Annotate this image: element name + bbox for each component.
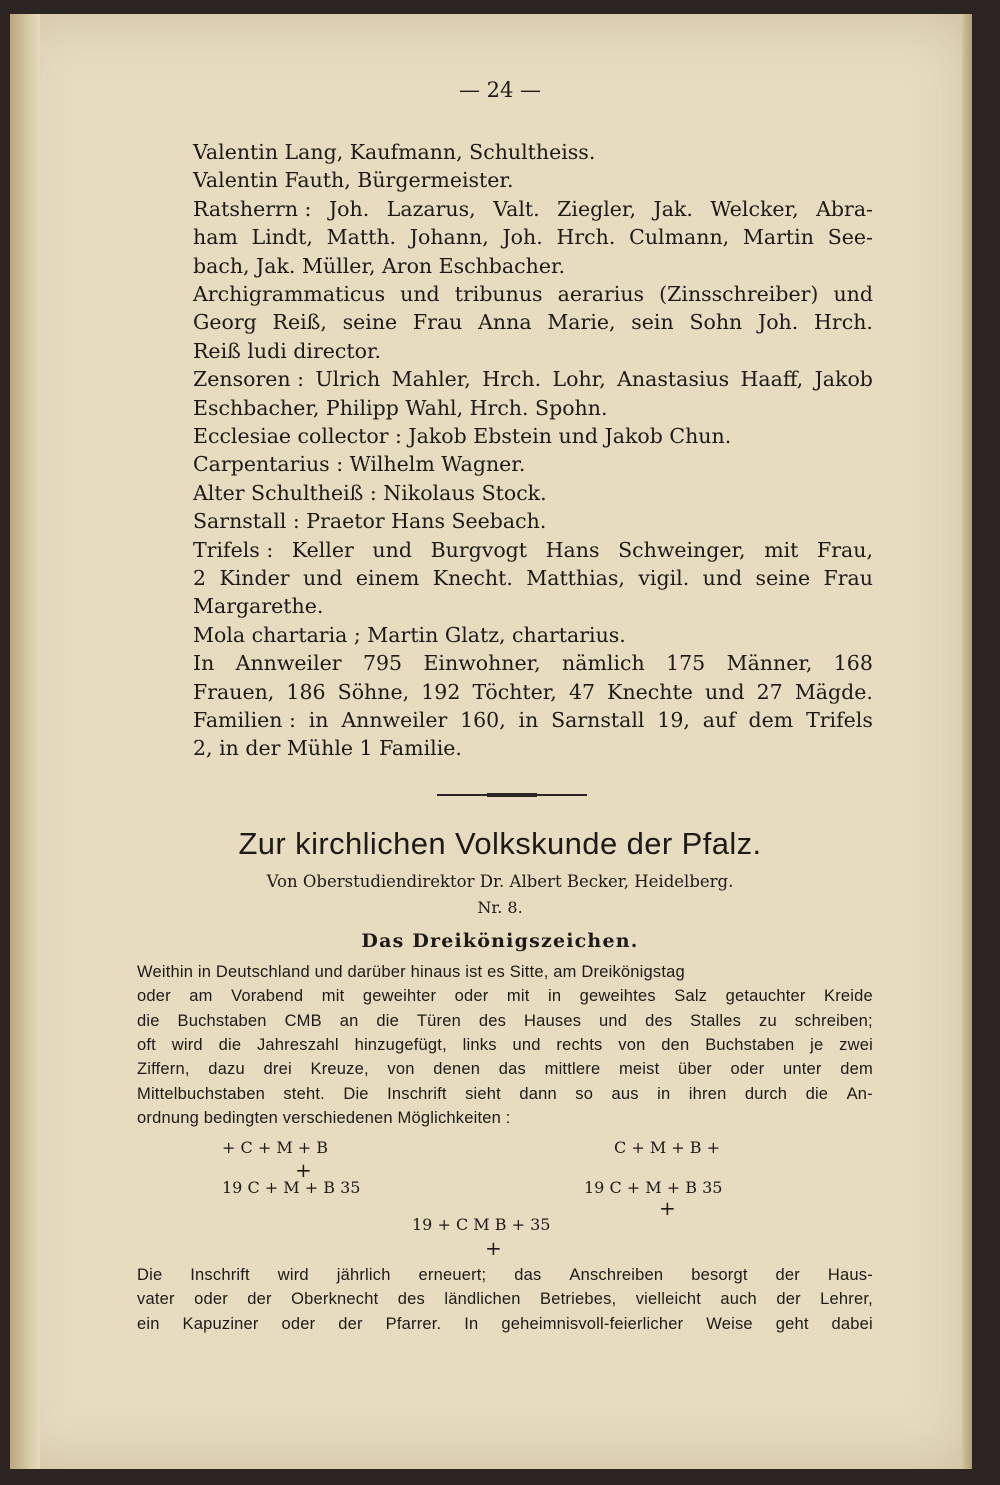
word: dann	[519, 1084, 557, 1103]
word: ordnung bedingten verschiedenen Möglichkeiten :	[137, 1108, 511, 1127]
word: und	[400, 282, 440, 306]
word: und	[833, 282, 873, 306]
word: der	[775, 1266, 800, 1284]
word: Annweiler	[235, 651, 342, 676]
word: Frau	[823, 566, 873, 590]
word: Burgvogt	[430, 537, 528, 562]
word: Anschreiben	[569, 1266, 664, 1284]
word: geht	[775, 1314, 809, 1333]
formula-4: 19 C + M + B 35	[584, 1178, 723, 1197]
word: (Zinsschreiber)	[659, 282, 819, 306]
word: ländlichen	[444, 1290, 521, 1309]
word: Joh.	[758, 310, 799, 335]
word: An-	[846, 1084, 873, 1103]
paragraph-line	[137, 1315, 873, 1334]
word: hinzugefügt,	[354, 1035, 447, 1054]
word: aus	[611, 1084, 639, 1103]
word: 2	[193, 566, 207, 590]
word: Reiß ludi director.	[193, 338, 382, 363]
word: sieht	[465, 1084, 501, 1103]
paragraph-line	[137, 1012, 873, 1031]
article-subheading: Das Dreikönigszeichen.	[361, 930, 639, 952]
word: CMB	[284, 1011, 322, 1030]
word: der	[247, 1290, 272, 1309]
formula-1: + C + M + B	[222, 1138, 329, 1157]
word: oder	[730, 1060, 765, 1079]
word: vater	[137, 1290, 175, 1309]
word: besorgt	[691, 1266, 748, 1284]
word: tribunus	[454, 282, 543, 306]
word: geweihter	[362, 987, 437, 1006]
word: oder	[281, 1314, 316, 1333]
word: oder	[194, 1290, 228, 1309]
word: die	[376, 1011, 400, 1030]
word: mittlere	[544, 1060, 601, 1079]
word: das	[498, 1060, 526, 1079]
word: 175	[666, 651, 706, 676]
word: Kreuze,	[310, 1060, 369, 1079]
word: Buchstaben	[705, 1035, 795, 1054]
text-line	[193, 736, 873, 760]
word: dem	[840, 1060, 873, 1079]
word: ham	[193, 225, 238, 250]
word: Haaff,	[740, 367, 804, 392]
word: Lindt,	[251, 225, 313, 250]
word: 192	[421, 679, 461, 704]
word: Stalles	[690, 1011, 742, 1030]
word: vigil.	[638, 566, 690, 590]
word: nämlich	[562, 651, 645, 676]
word: seine	[342, 310, 398, 335]
text-line	[193, 424, 873, 448]
word: Anna	[478, 310, 532, 335]
word: Mittelbuchstaben	[137, 1084, 265, 1103]
paragraph-line	[137, 963, 873, 982]
word: 2, in der Mühle 1 Familie.	[193, 736, 462, 761]
text-line	[193, 140, 873, 164]
word: des	[478, 1011, 507, 1030]
word: Inschrift	[190, 1266, 250, 1284]
word: Marie,	[547, 310, 616, 335]
paragraph-line	[137, 1290, 873, 1309]
word: geheimnisvoll-feierlicher	[501, 1314, 684, 1333]
word: Jakob	[814, 367, 873, 392]
word: schreiben;	[794, 1011, 873, 1030]
word: die	[805, 1084, 829, 1103]
text-line	[193, 396, 873, 420]
word: mit	[321, 987, 345, 1006]
word: Jahreszahl	[256, 1035, 339, 1054]
word: Frauen,	[193, 679, 275, 704]
word: Hrch.	[482, 367, 542, 392]
word: Ratsherrn :	[193, 196, 312, 221]
word: Eschbacher, Philipp Wahl, Hrch. Spohn.	[193, 395, 608, 420]
word: in	[308, 708, 329, 732]
word: Martin	[742, 225, 814, 250]
word: Valentin Lang, Kaufmann, Schultheiss.	[193, 140, 596, 164]
word: Margarethe.	[193, 594, 324, 619]
word: drei	[263, 1060, 292, 1079]
word: Ziegler,	[557, 196, 636, 221]
word: Haus-	[827, 1266, 873, 1284]
word: ein	[137, 1314, 160, 1333]
word: des	[397, 1290, 425, 1309]
word: wird	[171, 1035, 203, 1054]
word: Hrch.	[814, 310, 873, 335]
word: Frau	[412, 310, 463, 335]
word: dem	[748, 708, 794, 732]
word: 19,	[657, 708, 690, 732]
word: Hauses	[524, 1011, 582, 1030]
word: Türen	[416, 1011, 462, 1030]
word: Töchter,	[472, 679, 557, 704]
word: Ecclesiae collector : Jakob Ebstein und Jakob Chun.	[193, 424, 732, 448]
cross-mark-2: +	[659, 1196, 676, 1220]
word: Sarnstall	[551, 708, 645, 732]
word: bach, Jak. Müller, Aron Eschbacher.	[193, 253, 566, 278]
word: Kapuziner	[182, 1314, 259, 1333]
text-line	[193, 197, 873, 221]
word: Buchstaben	[177, 1011, 267, 1030]
text-line	[193, 310, 873, 334]
text-line	[193, 594, 873, 618]
word: der	[776, 1290, 801, 1309]
word: Salz	[674, 987, 708, 1006]
word: Ulrich	[315, 367, 381, 392]
word: mit	[764, 537, 799, 562]
text-line	[193, 509, 873, 533]
formula-5: 19 + C M B + 35	[412, 1215, 551, 1234]
page-number: — 24 —	[458, 78, 542, 102]
word: Anastasius	[617, 367, 730, 392]
word: Valentin Fauth, Bürgermeister.	[193, 168, 514, 193]
paragraph-line	[137, 1060, 873, 1079]
word: Welcker,	[710, 196, 799, 221]
word: Archigrammaticus	[193, 282, 386, 306]
word: Lehrer,	[820, 1290, 873, 1309]
word: erneuert;	[418, 1266, 487, 1284]
word: und	[702, 566, 743, 590]
text-line	[193, 680, 873, 704]
word: Frau,	[817, 537, 873, 562]
formula-2: C + M + B +	[614, 1138, 721, 1157]
word: des	[645, 1011, 673, 1030]
text-line	[193, 452, 873, 476]
word: zu	[759, 1011, 777, 1030]
word: die	[137, 1011, 160, 1030]
text-line	[193, 481, 873, 505]
word: links	[462, 1035, 497, 1054]
word: Jak.	[653, 196, 693, 221]
word: 160,	[460, 708, 506, 732]
word: Matthias,	[526, 566, 625, 590]
word: Inschrift	[387, 1084, 447, 1103]
cross-mark-1: +	[295, 1158, 312, 1182]
word: das	[514, 1266, 542, 1284]
word: Knecht.	[432, 566, 513, 590]
text-line	[193, 651, 873, 675]
word: sein	[631, 310, 674, 335]
word: Familien :	[193, 708, 296, 732]
word: Trifels	[806, 708, 873, 732]
page-binding-shadow	[10, 14, 40, 1469]
word: Schweinger,	[618, 537, 746, 562]
paragraph-line	[137, 1266, 873, 1285]
word: Kinder	[219, 566, 290, 590]
word: vielleicht	[635, 1290, 701, 1309]
word: 168	[833, 651, 873, 676]
article-byline: Von Oberstudiendirektor Dr. Albert Becker, Heidelberg.	[266, 872, 734, 891]
section-divider	[437, 794, 587, 796]
word: von	[387, 1060, 415, 1079]
word: 47	[568, 679, 596, 704]
word: und	[599, 1011, 628, 1030]
word: Lohr,	[552, 367, 606, 392]
word: und	[704, 679, 745, 704]
word: oder	[137, 987, 171, 1006]
word: Männer,	[726, 651, 813, 676]
text-line	[193, 566, 873, 590]
word: oft	[137, 1035, 156, 1054]
article-title: Zur kirchlichen Volkskunde der Pfalz.	[238, 826, 762, 861]
word: Annweiler	[341, 708, 448, 732]
word: In	[464, 1314, 479, 1333]
word: Matth.	[326, 225, 397, 250]
word: Zensoren :	[193, 367, 304, 392]
formula-3: 19 C + M + B 35	[222, 1178, 361, 1197]
word: Einwohner,	[423, 651, 541, 676]
word: die	[218, 1035, 242, 1054]
word: den	[661, 1035, 690, 1054]
word: in	[518, 708, 539, 732]
text-line	[193, 168, 873, 192]
word: Culmann,	[629, 225, 730, 250]
text-line	[193, 367, 873, 391]
word: am	[189, 987, 213, 1006]
text-line	[193, 225, 873, 249]
word: Reiß,	[272, 310, 327, 335]
word: oder	[454, 987, 489, 1006]
text-line	[193, 708, 873, 732]
word: in	[657, 1084, 671, 1103]
word: Vorabend	[231, 987, 304, 1006]
word: getauchter	[725, 987, 806, 1006]
word: Johann,	[409, 225, 489, 250]
word: Die	[137, 1266, 163, 1284]
word: Carpentarius : Wilhelm Wagner.	[193, 452, 526, 477]
word: wird	[277, 1266, 309, 1284]
word: jährlich	[336, 1266, 391, 1284]
cross-mark-3: +	[485, 1236, 502, 1260]
word: so	[575, 1084, 594, 1103]
word: der	[338, 1314, 363, 1333]
word: Hrch.	[556, 225, 616, 250]
word: Trifels :	[193, 537, 274, 562]
word: Ziffern,	[137, 1060, 190, 1079]
word: über	[678, 1060, 712, 1079]
word: Weithin in Deutschland und darüber hinaus ist es Sitte, am Dreikönigstag	[137, 963, 685, 981]
word: 27	[756, 679, 783, 704]
word: denen	[433, 1060, 481, 1079]
word: Joh.	[328, 196, 370, 221]
word: aerarius	[557, 282, 645, 306]
word: Alter Schultheiß : Nikolaus Stock.	[193, 480, 547, 505]
word: Hans	[545, 537, 600, 562]
text-line	[193, 339, 873, 363]
word: 186	[286, 679, 326, 704]
word: Abra-	[816, 196, 873, 221]
word: je	[810, 1035, 824, 1054]
page-edge	[962, 14, 972, 1469]
word: Die	[343, 1084, 369, 1103]
text-line	[193, 623, 873, 647]
word: auch	[720, 1290, 757, 1309]
word: steht.	[283, 1084, 325, 1103]
word: Kreide	[824, 987, 873, 1006]
word: Söhne,	[337, 679, 410, 704]
word: einem	[355, 566, 420, 590]
word: Pfarrer.	[385, 1314, 442, 1333]
word: Keller	[291, 537, 354, 562]
word: Weise	[706, 1314, 753, 1333]
word: von	[618, 1035, 646, 1054]
word: und	[512, 1035, 541, 1054]
word: an	[339, 1011, 359, 1030]
word: Sarnstall : Praetor Hans Seebach.	[193, 509, 547, 534]
paragraph-line	[137, 987, 873, 1006]
word: und	[372, 537, 412, 562]
word: Knechte	[607, 679, 693, 704]
word: rechts	[556, 1035, 603, 1054]
word: Mola chartaria ; Martin Glatz, chartarius.	[193, 622, 626, 647]
word: unter	[782, 1060, 822, 1079]
word: dazu	[208, 1060, 245, 1079]
word: in	[547, 987, 562, 1006]
word: See-	[827, 225, 873, 250]
article-number: Nr. 8.	[477, 898, 523, 917]
word: Mägde.	[794, 679, 873, 704]
word: In	[193, 651, 215, 676]
word: Lazarus,	[386, 196, 476, 221]
word: meist	[618, 1060, 660, 1079]
text-line	[193, 254, 873, 278]
word: mit	[506, 987, 530, 1006]
word: Betriebes,	[540, 1290, 617, 1309]
text-line	[193, 282, 873, 306]
paragraph-line	[137, 1085, 873, 1104]
word: Sohn	[689, 310, 743, 335]
word: Valt.	[493, 196, 540, 221]
word: ihren	[688, 1084, 727, 1103]
text-line	[193, 538, 873, 562]
word: zwei	[839, 1035, 873, 1054]
paragraph-line	[137, 1109, 873, 1128]
word: 795	[362, 651, 403, 676]
word: Joh.	[502, 225, 543, 250]
word: und	[302, 566, 343, 590]
word: dabei	[831, 1314, 873, 1333]
word: Mahler,	[391, 367, 471, 392]
word: auf	[702, 708, 736, 732]
word: durch	[744, 1084, 788, 1103]
word: Georg	[193, 310, 257, 335]
paragraph-line	[137, 1036, 873, 1055]
word: seine	[755, 566, 811, 590]
word: Oberknecht	[291, 1290, 379, 1309]
word: geweihtes	[579, 987, 656, 1006]
